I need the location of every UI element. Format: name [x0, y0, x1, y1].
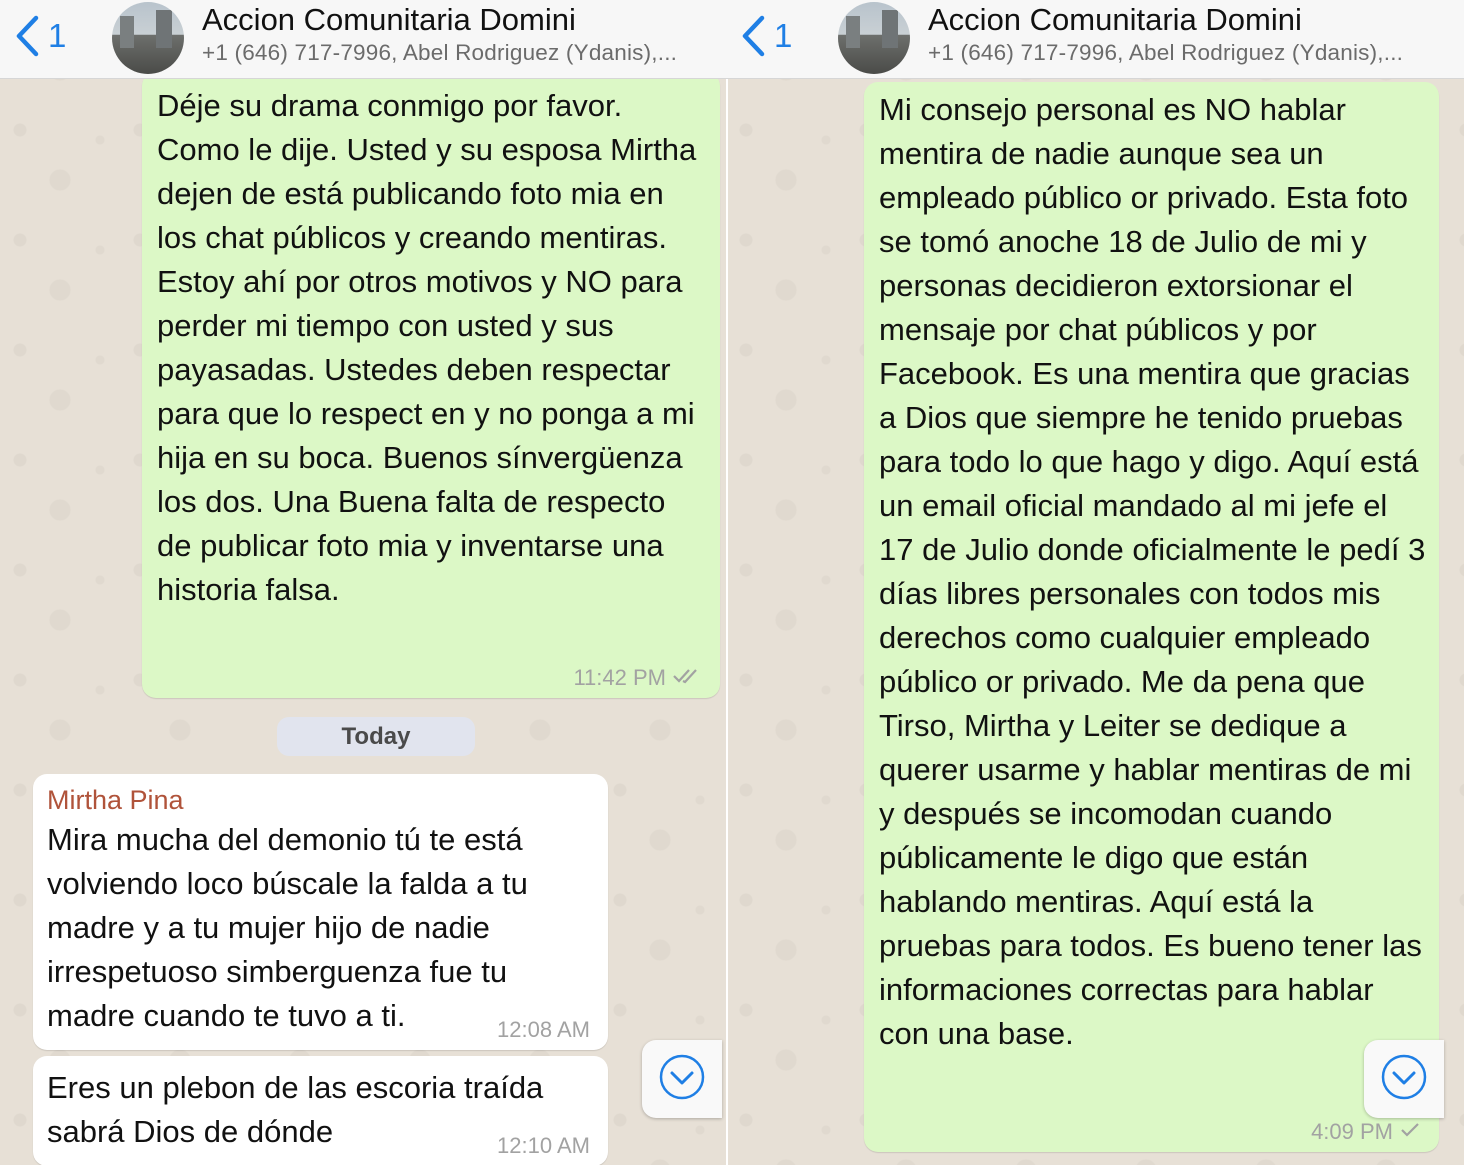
- message-bubble-incoming[interactable]: [33, 774, 608, 1050]
- message-meta: [1311, 1120, 1421, 1144]
- message-bubble-outgoing[interactable]: [864, 82, 1439, 1152]
- chat-title[interactable]: Accion Comunitaria Domini: [202, 2, 576, 37]
- chevron-down-circle-icon: [658, 1053, 706, 1106]
- message-meta: [573, 666, 702, 690]
- back-button[interactable]: [740, 12, 792, 60]
- sender-name[interactable]: Mirtha Pina: [47, 785, 184, 815]
- message-time: 12:08 AM: [497, 1017, 590, 1042]
- message-meta: [497, 1018, 590, 1042]
- chat-participants[interactable]: +1 (646) 717-7996, Abel Rodriguez (Ydanis),...: [202, 40, 678, 65]
- message-text: Mi consejo personal es NO hablar mentira de nadie aunque sea un empleado público or privado. Esta foto se tomó anoche 18 de Julio de mi y personas decidieron extorsionar el mensaje por chat públicos y por Facebook. Es una mentira que gracias a Dios que siempre he tenido pruebas para todo lo que hago y digo. Aquí está un email oficial mandado al mi jefe el 17 de Julio donde oficialmente le pedí 3 días libres personales con todos mis derechos como cualquier empleado público or privado. Me da pena que Tirso, Mirtha y Leiter se dedique a querer usarme y hablar mentiras de mi y después se incomodan cuando públicamente le digo que están hablando mentiras. Aquí está la pruebas para todos. Es bueno tener las informaciones correctas para hablar con una base.: [879, 92, 1434, 1051]
- chevron-left-icon: [740, 14, 766, 58]
- unread-count: 1: [774, 17, 793, 54]
- message-time: 4:09 PM: [1311, 1119, 1393, 1144]
- message-text: Eres un plebon de las escoria traída sabrá Dios de dónde: [47, 1070, 552, 1149]
- message-bubble-outgoing[interactable]: [142, 72, 720, 698]
- chat-pane-left: [0, 0, 726, 1165]
- chat-header: [0, 0, 726, 79]
- date-separator: Today: [277, 717, 475, 756]
- chat-title[interactable]: Accion Comunitaria Domini: [928, 2, 1302, 37]
- message-time: 11:42 PM: [573, 665, 666, 690]
- back-button[interactable]: [14, 12, 66, 60]
- message-text: Déje su drama conmigo por favor. Como le dije. Usted y su esposa Mirtha dejen de está publicando foto mia en los chat públicos y creando mentiras. Estoy ahí por otros motivos y NO para perder mi tiempo con usted y sus payasadas. Ustedes deben respectar para que lo respect en y no ponga a mi hija en su boca. Buenos sínvergüenza los dos. Una Buena falta de respecto de publicar foto mia y inventarse una historia falsa.: [157, 88, 705, 607]
- message-meta: [497, 1134, 590, 1158]
- chat-header: [726, 0, 1464, 79]
- double-check-icon: [672, 666, 702, 690]
- chat-participants[interactable]: +1 (646) 717-7996, Abel Rodriguez (Ydanis),...: [928, 40, 1404, 65]
- unread-count: 1: [48, 17, 67, 54]
- message-text: Mira mucha del demonio tú te está volviendo loco búscale la falda a tu madre y a tu mujer hijo de nadie irrespetuoso simberguenza fue tu madre cuando te tuvo a ti.: [47, 822, 537, 1033]
- group-avatar[interactable]: [838, 2, 910, 74]
- single-check-icon: [1399, 1120, 1421, 1144]
- chevron-left-icon: [14, 14, 40, 58]
- message-time: 12:10 AM: [497, 1133, 590, 1158]
- pane-divider: [726, 0, 728, 1165]
- chat-pane-right: [726, 0, 1464, 1165]
- scroll-to-bottom-button[interactable]: [642, 1040, 722, 1118]
- group-avatar[interactable]: [112, 2, 184, 74]
- scroll-to-bottom-button[interactable]: [1364, 1040, 1444, 1118]
- chevron-down-circle-icon: [1380, 1053, 1428, 1106]
- message-bubble-incoming[interactable]: [33, 1056, 608, 1165]
